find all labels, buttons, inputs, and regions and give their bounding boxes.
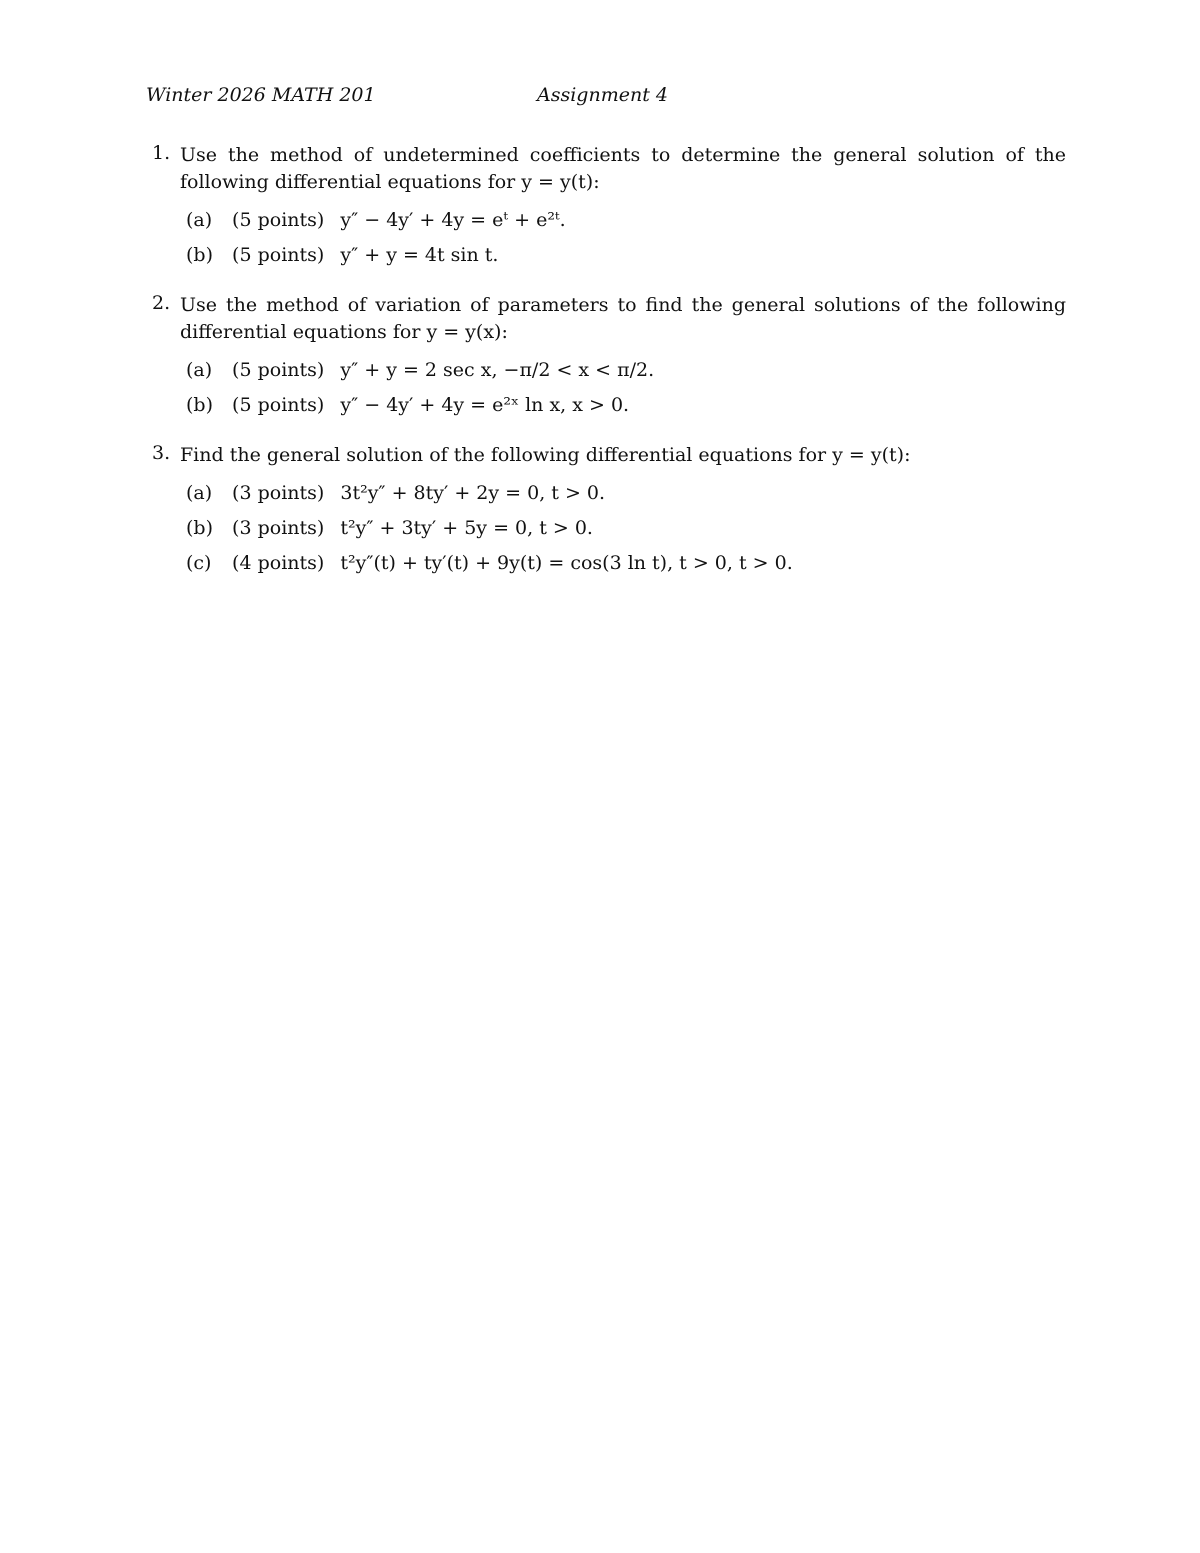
course-title: Winter 2026 MATH 201 <box>146 84 376 106</box>
part-equation: y″ − 4y′ + 4y = eᵗ + e²ᵗ. <box>340 209 566 231</box>
part-equation: y″ − 4y′ + 4y = e²ˣ ln x, x > 0. <box>340 394 630 416</box>
part-equation: y″ + y = 2 sec x, −π/2 < x < π/2. <box>340 359 655 381</box>
part-label: (b) <box>186 517 213 539</box>
part-equation: 3t²y″ + 8ty′ + 2y = 0, t > 0. <box>340 482 606 504</box>
problem-part <box>180 354 1066 389</box>
problem-parts <box>180 354 1066 424</box>
part-points: (4 points) <box>232 552 325 574</box>
problem-part <box>180 547 1066 582</box>
problem-parts <box>180 204 1066 274</box>
problem-part <box>180 239 1066 274</box>
part-label: (c) <box>186 552 212 574</box>
problem-3 <box>146 442 1066 582</box>
part-points: (5 points) <box>232 359 325 381</box>
part-points: (5 points) <box>232 244 325 266</box>
part-points: (3 points) <box>232 482 325 504</box>
part-equation: y″ + y = 4t sin t. <box>340 244 499 266</box>
part-points: (5 points) <box>232 394 325 416</box>
problem-2 <box>146 292 1066 424</box>
part-equation: t²y″ + 3ty′ + 5y = 0, t > 0. <box>340 517 593 539</box>
assignment-title: Assignment 4 <box>537 84 668 106</box>
problem-number: 2. <box>152 292 171 314</box>
problem-part <box>180 204 1066 239</box>
page-header <box>146 84 1046 114</box>
part-label: (a) <box>186 209 213 231</box>
problem-statement: Use the method of variation of parameters to find the general solutions of the following differential equations for y = y(x): <box>180 294 1066 343</box>
problem-part <box>180 389 1066 424</box>
problem-part <box>180 512 1066 547</box>
problem-number: 3. <box>152 442 171 464</box>
problem-list <box>146 142 1066 600</box>
part-label: (b) <box>186 244 213 266</box>
part-label: (a) <box>186 482 213 504</box>
problem-statement: Find the general solution of the following differential equations for y = y(t): <box>180 444 911 466</box>
problem-parts <box>180 477 1066 582</box>
problem-1 <box>146 142 1066 274</box>
part-label: (b) <box>186 394 213 416</box>
part-points: (3 points) <box>232 517 325 539</box>
part-equation: t²y″(t) + ty′(t) + 9y(t) = cos(3 ln t), t > 0, t > 0. <box>340 552 793 574</box>
problem-statement: Use the method of undetermined coefficients to determine the general solution of the following differential equations for y = y(t): <box>180 144 1066 193</box>
part-points: (5 points) <box>232 209 325 231</box>
part-label: (a) <box>186 359 213 381</box>
problem-number: 1. <box>152 142 171 164</box>
problem-part <box>180 477 1066 512</box>
